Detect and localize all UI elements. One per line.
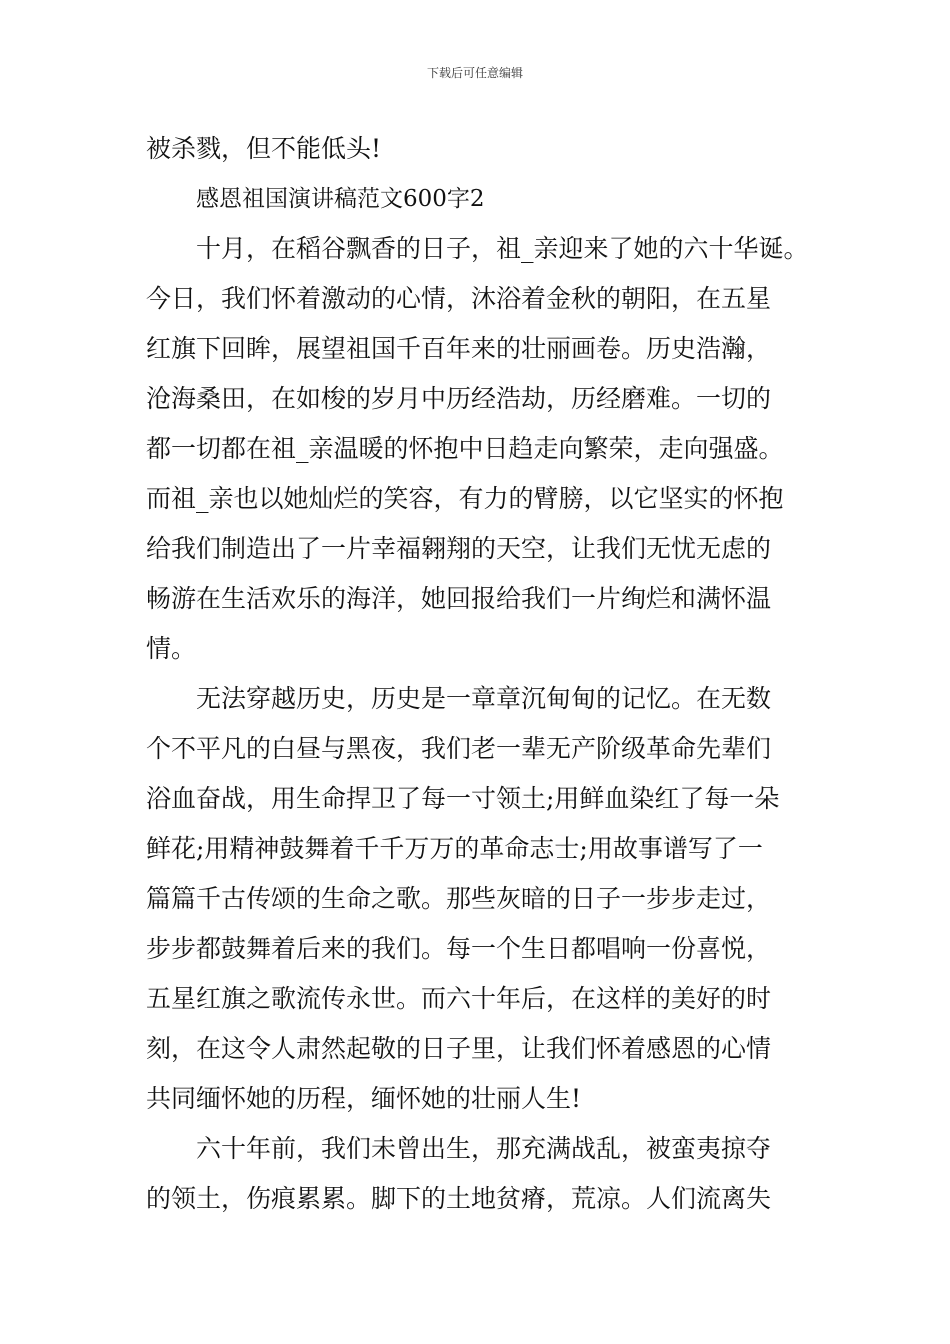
body-line: 浴血奋战，用生命捍卫了每一寸领土;用鲜血染红了每一朵 (146, 784, 780, 813)
body-line: 共同缅怀她的历程，缅怀她的壮丽人生! (146, 1084, 582, 1113)
body-line: 刻，在这令人肃然起敬的日子里，让我们怀着感恩的心情 (146, 1034, 772, 1063)
body-line: 的领土，伤痕累累。脚下的土地贫瘠，荒凉。人们流离失 (146, 1184, 772, 1213)
body-line: 篇篇千古传颂的生命之歌。那些灰暗的日子一步步走过， (146, 884, 772, 913)
body-line: 鲜花;用精神鼓舞着千千万万的革命志士;用故事谱写了一 (146, 834, 763, 863)
body-line: 今日，我们怀着激动的心情，沐浴着金秋的朝阳，在五星 (146, 284, 772, 313)
page-header: 下载后可任意编辑 (426, 66, 523, 80)
body-line: 步步都鼓舞着后来的我们。每一个生日都唱响一份喜悦， (146, 934, 772, 963)
section-title: 感恩祖国演讲稿范文600字2 (196, 186, 485, 212)
body-line: 个不平凡的白昼与黑夜，我们老一辈无产阶级革命先辈们 (146, 734, 772, 763)
body-line: 被杀戮，但不能低头! (146, 134, 382, 163)
paragraph-first-line: 无法穿越历史，历史是一章章沉甸甸的记忆。在无数 (196, 684, 772, 713)
body-line: 给我们制造出了一片幸福翱翔的天空，让我们无忧无虑的 (146, 534, 772, 563)
body-line: 畅游在生活欢乐的海洋，她回报给我们一片绚烂和满怀温 (146, 584, 772, 613)
body-line: 都一切都在祖_亲温暖的怀抱中日趋走向繁荣，走向强盛。 (146, 434, 784, 463)
body-line: 红旗下回眸，展望祖国千百年来的壮丽画卷。历史浩瀚， (146, 334, 772, 363)
paragraph-first-line: 十月，在稻谷飘香的日子，祖_亲迎来了她的六十华诞。 (196, 234, 809, 263)
body-line: 五星红旗之歌流传永世。而六十年后，在这样的美好的时 (146, 984, 772, 1013)
body-line: 情。 (146, 634, 197, 663)
body-line: 沧海桑田，在如梭的岁月中历经浩劫，历经磨难。一切的 (146, 384, 772, 413)
paragraph-first-line: 六十年前，我们未曾出生，那充满战乱，被蛮夷掠夺 (196, 1134, 772, 1163)
body-line: 而祖_亲也以她灿烂的笑容，有力的臂膀，以它坚实的怀抱 (146, 484, 784, 513)
